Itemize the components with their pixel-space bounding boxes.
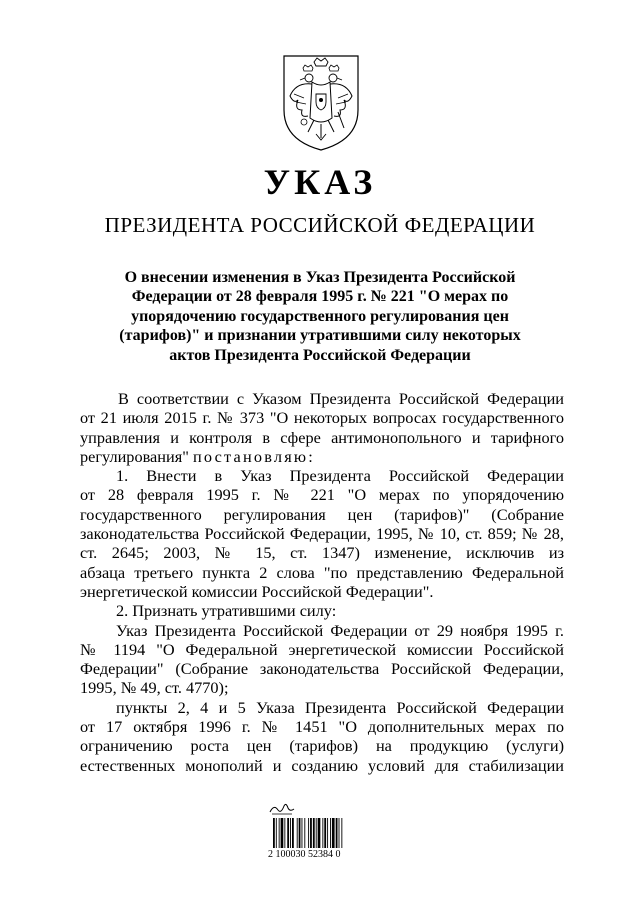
- heading-line: (тарифов)" и признании утратившими силу некоторых: [119, 327, 521, 345]
- barcode-number: 2 100030 52384 0: [268, 849, 341, 860]
- decree-body: [80, 389, 564, 775]
- heading-line: Федерации от 28 февраля 1995 г. № 221 "О мерах по: [131, 288, 509, 306]
- body-line: Федерации" (Собрание законодательства Российской Федерации,: [80, 659, 564, 679]
- body-line: 1995, № 49, ст. 4770);: [80, 678, 229, 698]
- body-line: ограничению роста цен (тарифов) на продукцию (услуги): [80, 736, 564, 756]
- body-line: Указ Президента Российской Федерации от 29 ноября 1995 г.: [116, 620, 564, 640]
- signature-mark-icon: [268, 800, 296, 816]
- body-line: государственного регулирования цен (тарифов)" (Собрание: [80, 504, 564, 524]
- body-line: пункты 2, 4 и 5 Указа Президента Российской Федерации: [116, 697, 564, 717]
- body-line: В соответствии с Указом Президента Российской Федерации: [118, 389, 564, 408]
- decree-heading: [100, 268, 540, 365]
- barcode-icon: [272, 818, 366, 848]
- body-line: энергетической комиссии Российской Федерации".: [80, 581, 434, 601]
- body-line: ст. 2645; 2003, № 15, ст. 1347) изменение, исключив из: [80, 543, 564, 563]
- body-line: управления и контроля в сфере антимонопольного и тарифного: [80, 427, 564, 447]
- coat-of-arms-emblem-icon: [276, 48, 366, 152]
- body-line: абзаца третьего пункта 2 слова "по представлению Федеральной: [80, 562, 564, 582]
- body-line: 1. Внести в Указ Президента Российской Федерации: [116, 466, 564, 486]
- body-line: законодательства Российской Федерации, 1995, № 10, ст. 859; № 28,: [80, 524, 564, 544]
- body-line: 2. Признать утратившими силу:: [116, 601, 337, 621]
- heading-line: актов Президента Российской Федерации: [169, 346, 471, 364]
- body-line: естественных монополий и созданию условий для стабилизации: [80, 755, 564, 775]
- body-line: от 21 июля 2015 г. № 373 "О некоторых вопросах государственного: [80, 408, 564, 428]
- body-text: регулирования": [80, 446, 189, 466]
- resolution-keyword: постановляю: [192, 446, 309, 466]
- body-line: от 28 февраля 1995 г. № 221 "О мерах по упорядочению: [80, 485, 564, 505]
- body-line: от 17 октября 1996 г. № 1451 "О дополнительных мерах по: [80, 717, 564, 737]
- document-type-title: УКАЗ: [263, 162, 377, 202]
- heading-line: упорядочению государственного регулирования цен: [131, 307, 509, 325]
- issuer-subtitle: ПРЕЗИДЕНТА РОССИЙСКОЙ ФЕДЕРАЦИИ: [104, 213, 536, 237]
- body-line: № 1194 "О Федеральной энергетической комиссии Российской: [80, 639, 564, 659]
- body-line: [80, 447, 564, 466]
- body-text: :: [308, 446, 313, 466]
- heading-line: О внесении изменения в Указ Президента Российской: [124, 269, 516, 286]
